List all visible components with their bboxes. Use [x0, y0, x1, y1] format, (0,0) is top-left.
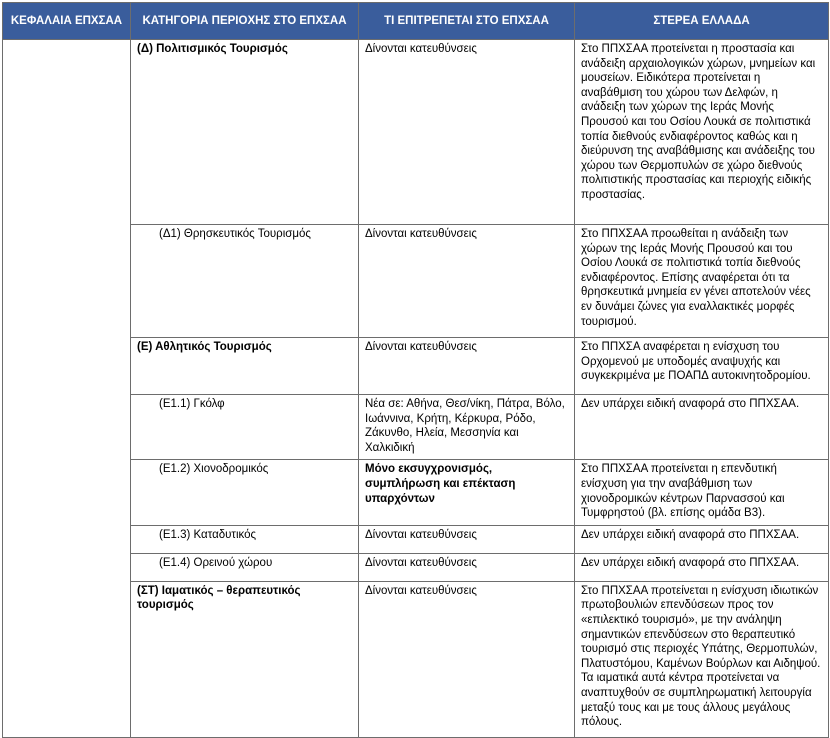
spatial-planning-table	[2, 2, 829, 738]
header-region: ΣΤΕΡΕΑ ΕΛΛΑΔΑ	[575, 3, 829, 40]
table-row	[3, 525, 829, 553]
category-cell: (ΣΤ) Ιαματικός – θεραπευτικός τουρισμός	[131, 581, 359, 737]
region-cell: Στο ΠΠΧΣΑ αναφέρεται η ενίσχυση του Ορχομενού με υποδομές αναψυχής και συγκεκριμένα με ΠΟΑΠΔ αυτοκινητοδρομίου.	[575, 338, 829, 395]
table-row	[3, 40, 829, 225]
chapter-cell	[3, 581, 131, 737]
category-cell: (Ε1.3) Καταδυτικός	[131, 525, 359, 553]
chapter-cell	[3, 460, 131, 525]
region-cell: Στο ΠΠΧΣΑΑ προτείνεται η ενίσχυση ιδιωτικών πρωτοβουλιών επενδύσεων προς τον «επιλεκτικό τουρισμό», με την ανάληψη σημαντικών επενδύσεων στο θεραπευτικό τουρισμό στις περιοχές Υπάτης, Θερμοπυλών, Πλατυστόμου, Καμένων Βούρλων και Αιδηψού. Τα ιαματικά αυτά κέντρα προτείνεται να αναπτυχθούν σε συμπληρωματική λειτουργία μεταξύ τους και με τους άλλους μεγάλους πόλους.	[575, 581, 829, 737]
table-row	[3, 395, 829, 460]
table-row	[3, 225, 829, 338]
allowed-cell: Δίνονται κατευθύνσεις	[359, 581, 575, 737]
chapter-cell	[3, 553, 131, 581]
table-row	[3, 581, 829, 737]
chapter-cell	[3, 525, 131, 553]
region-cell: Δεν υπάρχει ειδική αναφορά στο ΠΠΧΣΑΑ.	[575, 553, 829, 581]
chapter-cell	[3, 225, 131, 338]
document-page	[2, 2, 828, 729]
chapter-cell	[3, 40, 131, 225]
category-cell: (Ε1.2) Χιονοδρομικός	[131, 460, 359, 525]
region-cell: Δεν υπάρχει ειδική αναφορά στο ΠΠΧΣΑΑ.	[575, 525, 829, 553]
header-permitted: ΤΙ ΕΠΙΤΡΕΠΕΤΑΙ ΣΤΟ ΕΠΧΣΑΑ	[359, 3, 575, 40]
allowed-cell: Μόνο εκσυγχρονισμός, συμπλήρωση και επέκταση υπαρχόντων	[359, 460, 575, 525]
region-cell: Στο ΠΠΧΣΑΑ προτείνεται η προστασία και ανάδειξη αρχαιολογικών χώρων, μνημείων και μουσείων. Ειδικότερα προτείνεται η αναβάθμιση του χώρου των Δελφών, η ανάδειξη των χώρων της Ιεράς Μονής Προυσού και του Οσίου Λουκά σε πολιτιστικά τοπία διεθνούς ενδιαφέροντος καθώς και η διεύρυνση της αναβάθμισης και ανάδειξης του χώρου των Θερμοπυλών σε χώρο διεθνούς πολιτιστικής προστασίας και περιοχής ειδικής προστασίας.	[575, 40, 829, 225]
header-area-category: ΚΑΤΗΓΟΡΙΑ ΠΕΡΙΟΧΗΣ ΣΤΟ ΕΠΧΣΑΑ	[131, 3, 359, 40]
table-row	[3, 553, 829, 581]
allowed-cell: Νέα σε: Αθήνα, Θεσ/νίκη, Πάτρα, Βόλο, Ιωάννινα, Κρήτη, Κέρκυρα, Ρόδο, Ζάκυνθο, Ηλεία, Μεσσηνία και Χαλκιδική	[359, 395, 575, 460]
category-cell: (Ε1.4) Ορεινού χώρου	[131, 553, 359, 581]
region-cell: Δεν υπάρχει ειδική αναφορά στο ΠΠΧΣΑΑ.	[575, 395, 829, 460]
allowed-cell: Δίνονται κατευθύνσεις	[359, 338, 575, 395]
allowed-cell: Δίνονται κατευθύνσεις	[359, 525, 575, 553]
category-cell: (Δ) Πολιτισμικός Τουρισμός	[131, 40, 359, 225]
chapter-cell	[3, 395, 131, 460]
chapter-cell	[3, 338, 131, 395]
table-header-row	[3, 3, 829, 40]
region-cell: Στο ΠΠΧΣΑΑ προτείνεται η επενδυτική ενίσχυση για την αναβάθμιση των χιονοδρομικών κέντρων Παρνασσού και Τυμφρηστού (βλ. επίσης ομάδα Β3).	[575, 460, 829, 525]
category-cell: (Δ1) Θρησκευτικός Τουρισμός	[131, 225, 359, 338]
category-cell: (Ε1.1) Γκόλφ	[131, 395, 359, 460]
table-row	[3, 338, 829, 395]
allowed-cell: Δίνονται κατευθύνσεις	[359, 40, 575, 225]
allowed-cell: Δίνονται κατευθύνσεις	[359, 225, 575, 338]
category-cell: (Ε) Αθλητικός Τουρισμός	[131, 338, 359, 395]
allowed-cell: Δίνονται κατευθύνσεις	[359, 553, 575, 581]
header-chapters: ΚΕΦΑΛΑΙΑ ΕΠΧΣΑΑ	[3, 3, 131, 40]
table-row	[3, 460, 829, 525]
region-cell: Στο ΠΠΧΣΑΑ προωθείται η ανάδειξη των χώρων της Ιεράς Μονής Προυσού και του Οσίου Λουκά σε πολιτιστικά τοπία διεθνούς ενδιαφέροντος. Επίσης αναφέρεται ότι τα θρησκευτικά μνημεία εν γένει αποτελούν νέες εν δυνάμει ζώνες για εναλλακτικές μορφές τουρισμού.	[575, 225, 829, 338]
